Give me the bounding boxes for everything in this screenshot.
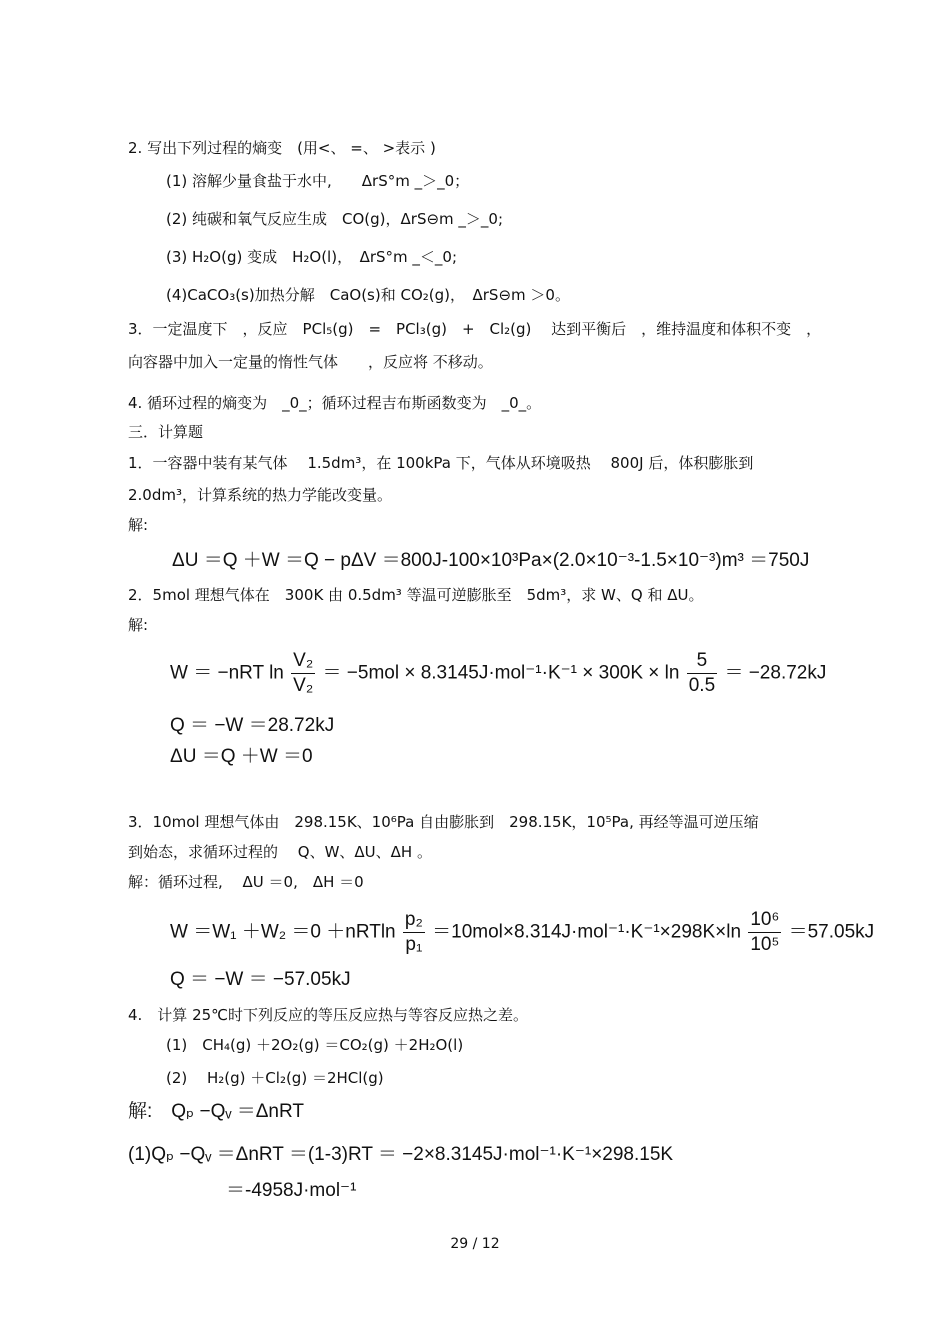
q3-line-1: 3．一定温度下 ，反应 PCl₅(g) = PCl₃(g) + Cl₂(g) 达到平衡后 ，维持温度和体积不变 ， bbox=[128, 320, 822, 338]
c1-line-2: 2.0dm³，计算系统的热力学能改变量。 bbox=[128, 486, 393, 504]
section-heading: 三．计算题 bbox=[128, 423, 204, 441]
c1-line-1: 1．一容器中装有某气体 1.5dm³，在 100kPa 下，气体从环境吸热 800J 后，体积膨胀到 bbox=[128, 454, 754, 472]
q2-item-2: (2) 纯碳和氧气反应生成 CO(g)，ΔrS⊖m _＞_0; bbox=[166, 210, 504, 228]
c3-eq-w-right: ＝57.05kJ bbox=[788, 921, 875, 943]
c1-solution-label: 解: bbox=[128, 516, 149, 534]
c1-equation: ΔU ＝Q ＋W ＝Q − pΔV ＝800J-100×10³Pa×(2.0×10⁻³-1.5×10⁻³)m³ ＝750J bbox=[172, 550, 810, 571]
q3-line-2: 向容器中加入一定量的惰性气体 ，反应将 不移动。 bbox=[128, 353, 493, 371]
q2-item-4: (4)CaCO₃(s)加热分解 CaO(s)和 CO₂(g)， ΔrS⊖m ＞0。 bbox=[166, 286, 570, 304]
c4-equation-1: (1)Qₚ −Qᵥ ＝ΔnRT ＝(1-3)RT ＝ −2×8.3145J·mol⁻¹·K⁻¹×298.15K bbox=[128, 1144, 674, 1165]
c2-frac2-num: 5 bbox=[687, 649, 717, 674]
c2-equation-q: Q ＝ −W ＝28.72kJ bbox=[170, 715, 335, 736]
c2-solution-label: 解: bbox=[128, 616, 149, 634]
c2-frac1-num: V₂ bbox=[291, 649, 315, 674]
c3-equation-w bbox=[170, 908, 874, 957]
c3-line-2: 到始态，求循环过程的 Q、W、ΔU、ΔH 。 bbox=[128, 843, 432, 861]
c2-frac1-den: V₂ bbox=[293, 675, 314, 696]
c3-frac2-num: 10⁶ bbox=[748, 908, 781, 933]
c2-eq-w-mid: ＝ −5mol × 8.3145J·mol⁻¹·K⁻¹ × 300K × ln bbox=[322, 662, 680, 684]
c2-equation-w bbox=[170, 649, 826, 698]
c3-frac1-num: p₂ bbox=[403, 908, 425, 933]
c3-eq-w-mid: ＝10mol×8.314J·mol⁻¹·K⁻¹×298K×ln bbox=[432, 921, 742, 943]
q4-text: 4. 循环过程的熵变为 _0_；循环过程吉布斯函数变为 _0_。 bbox=[128, 394, 542, 412]
c4-line-1: 4. 计算 25℃时下列反应的等压反应热与等容反应热之差。 bbox=[128, 1006, 529, 1024]
c3-eq-w-left: W ＝W₁ ＋W₂ ＝0 ＋nRTln bbox=[170, 921, 396, 943]
c3-frac2-den: 10⁵ bbox=[750, 934, 780, 955]
c3-equation-q: Q ＝ −W ＝ −57.05kJ bbox=[170, 969, 351, 990]
q2-title: 2. 写出下列过程的熵变 (用<、 =、 >表示 ) bbox=[128, 139, 436, 157]
page-number: 29 / 12 bbox=[450, 1236, 500, 1252]
c4-equation-2: ＝-4958J·mol⁻¹ bbox=[226, 1180, 357, 1201]
c2-fraction-2 bbox=[687, 649, 717, 698]
c4-reaction-2: (2) H₂(g) ＋Cl₂(g) ＝2HCl(g) bbox=[166, 1069, 384, 1087]
c4-reaction-1: (1) CH₄(g) ＋2O₂(g) ＝CO₂(g) ＋2H₂O(l) bbox=[166, 1036, 464, 1054]
c2-fraction-1 bbox=[291, 649, 315, 698]
c2-eq-w-left: W ＝ −nRT ln bbox=[170, 662, 284, 684]
c3-solution-label: 解：循环过程, ΔU ＝0, ΔH ＝0 bbox=[128, 873, 364, 891]
c3-frac1-den: p₁ bbox=[405, 934, 423, 955]
c2-eq-w-right: ＝ −28.72kJ bbox=[724, 662, 827, 684]
c4-solution: 解: Qₚ −Qᵥ ＝ΔnRT bbox=[128, 1101, 304, 1122]
c3-line-1: 3．10mol 理想气体由 298.15K、10⁶Pa 自由膨胀到 298.15K，10⁵Pa, 再经等温可逆压缩 bbox=[128, 813, 759, 831]
c3-fraction-1 bbox=[403, 908, 425, 957]
c2-equation-u: ΔU ＝Q ＋W ＝0 bbox=[170, 746, 313, 767]
c2-line-1: 2．5mol 理想气体在 300K 由 0.5dm³ 等温可逆膨胀至 5dm³，求 W、Q 和 ΔU。 bbox=[128, 586, 704, 604]
c3-fraction-2 bbox=[748, 908, 781, 957]
q2-item-3: (3) H₂O(g) 变成 H₂O(l)， ΔrS°m _＜_0; bbox=[166, 248, 458, 266]
q2-item-1: (1) 溶解少量食盐于水中, ΔrS°m _＞_0； bbox=[166, 172, 470, 190]
c2-frac2-den: 0.5 bbox=[688, 675, 716, 696]
